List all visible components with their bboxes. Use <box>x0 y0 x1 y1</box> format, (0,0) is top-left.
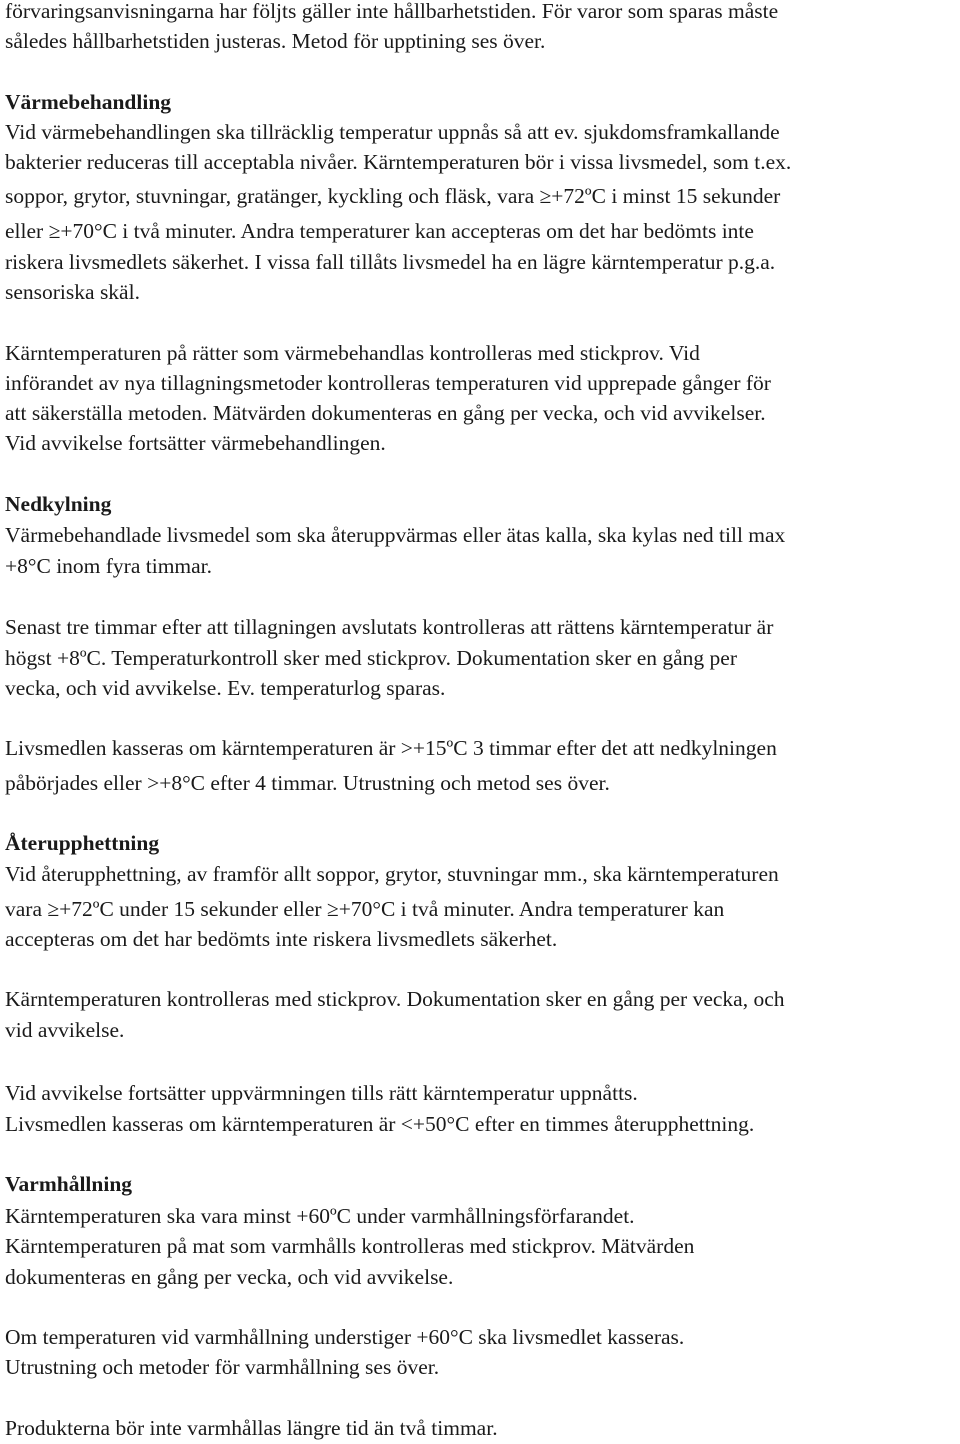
text-line: Vid återupphettning, av framför allt soppor, grytor, stuvningar mm., ska kärntemperaturen <box>5 862 779 886</box>
text-line: soppor, grytor, stuvningar, gratänger, kyckling och fläsk, vara ≥+72ºC i minst 15 sekunder <box>5 184 781 208</box>
text-line: vid avvikelse. <box>5 1018 125 1042</box>
text-line: Produkterna bör inte varmhållas längre tid än två timmar. <box>5 1416 498 1440</box>
text-line: Vid värmebehandlingen ska tillräcklig temperatur uppnås så att ev. sjukdomsframkallande <box>5 120 780 144</box>
text-line: högst +8ºC. Temperaturkontroll sker med stickprov. Dokumentation sker en gång per <box>5 646 738 670</box>
text-line: bakterier reduceras till acceptabla nivåer. Kärntemperaturen bör i vissa livsmedel, som t.ex. <box>5 150 792 174</box>
text-line: Livsmedlen kasseras om kärntemperaturen är <+50°C efter en timmes återupphettning. <box>5 1112 755 1136</box>
text-line: sensoriska skäl. <box>5 280 140 304</box>
text-line: Om temperaturen vid varmhållning understiger +60°C ska livsmedlet kasseras. <box>5 1325 685 1349</box>
text-line: Kärntemperaturen kontrolleras med stickprov. Dokumentation sker en gång per vecka, och <box>5 987 785 1011</box>
text-line: vecka, och vid avvikelse. Ev. temperaturlog sparas. <box>5 676 446 700</box>
text-line: införandet av nya tillagningsmetoder kontrolleras temperaturen vid upprepade gånger för <box>5 371 771 395</box>
heading-nedkylning: Nedkylning <box>5 492 112 516</box>
heading-varmhallning: Varmhållning <box>5 1172 133 1196</box>
text-line: Utrustning och metoder för varmhållning ses över. <box>5 1355 440 1379</box>
text-line: Livsmedlen kasseras om kärntemperaturen är >+15ºC 3 timmar efter det att nedkylningen <box>5 736 777 760</box>
text-line: Kärntemperaturen på rätter som värmebehandlas kontrolleras med stickprov. Vid <box>5 341 700 365</box>
text-line: Vid avvikelse fortsätter värmebehandlingen. <box>5 431 386 455</box>
heading-varmebehandling: Värmebehandling <box>5 90 172 114</box>
text-line: förvaringsanvisningarna har följts gäller inte hållbarhetstiden. För varor som sparas måste <box>5 0 779 23</box>
text-line: +8°C inom fyra timmar. <box>5 554 213 578</box>
text-line: riskera livsmedlets säkerhet. I vissa fall tillåts livsmedel ha en lägre kärntemperatur p.g.a. <box>5 250 776 274</box>
text-line: dokumenteras en gång per vecka, och vid avvikelse. <box>5 1265 454 1289</box>
text-line: eller ≥+70°C i två minuter. Andra temperaturer kan accepteras om det har bedömts inte <box>5 219 754 243</box>
text-line: Vid avvikelse fortsätter uppvärmningen tills rätt kärntemperatur uppnåtts. <box>5 1081 638 1105</box>
text-line: Kärntemperaturen ska vara minst +60ºC under varmhållningsförfarandet. <box>5 1204 635 1228</box>
text-line: således hållbarhetstiden justeras. Metod för upptining ses över. <box>5 29 546 53</box>
text-line: vara ≥+72ºC under 15 sekunder eller ≥+70°C i två minuter. Andra temperaturer kan <box>5 897 725 921</box>
text-line: Värmebehandlade livsmedel som ska återuppvärmas eller ätas kalla, ska kylas ned till max <box>5 523 786 547</box>
text-line: påbörjades eller >+8°C efter 4 timmar. Utrustning och metod ses över. <box>5 771 610 795</box>
heading-aterupphettning: Återupphettning <box>5 831 160 855</box>
text-line: accepteras om det har bedömts inte riskera livsmedlets säkerhet. <box>5 927 558 951</box>
text-line: att säkerställa metoden. Mätvärden dokumenteras en gång per vecka, och vid avvikelser. <box>5 401 766 425</box>
text-line: Senast tre timmar efter att tillagningen avslutats kontrolleras att rättens kärntemperatur är <box>5 615 774 639</box>
text-line: Kärntemperaturen på mat som varmhålls kontrolleras med stickprov. Mätvärden <box>5 1234 695 1258</box>
